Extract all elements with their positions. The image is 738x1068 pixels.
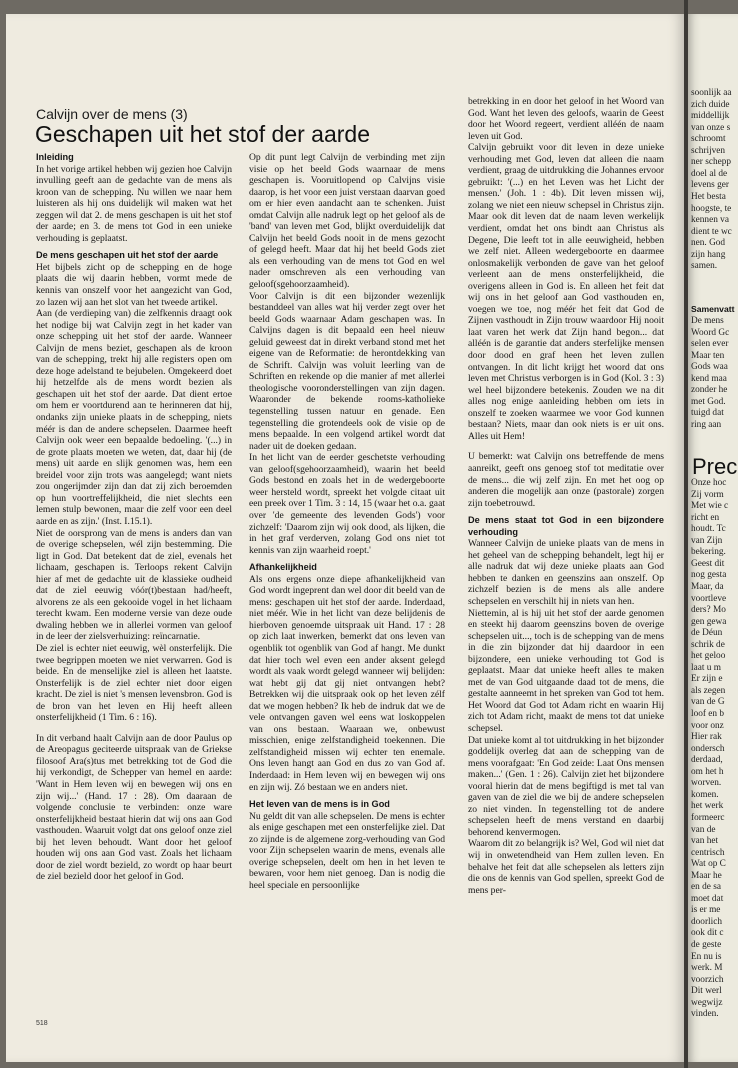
right-page-line: om het h — [691, 766, 724, 777]
paragraph: Voor Calvijn is dit een bijzonder wezenlijk bestanddeel van alles wat hij verder zegt over het beeld Gods waarnaar Adam geschapen was. In Calvijns dagen is dit bepaald een heel nieuw geluid geweest dat in direkt verband stond met het eigene van de Reformatie: de herontdekking van de Schrift. Calvijn was voluit leerling van de Schriften en rekende op die manier af met allerlei theologische vooronderstellingen van zijn dagen. Waaronder de bekende rooms-katholieke tegenstelling tussen natuur en genade. Een tegenstelling die grotendeels ook de visie op de mens bepaalde. In een volgend artikel wordt dat nader uit de doeken gedaan. — [249, 290, 445, 452]
paragraph: Niettemin, al is hij uit het stof der aarde genomen en steekt hij daarom geenszins boven de overige schepselen uit..., toch is de schepping van de mens in die zin bijzonder dat hij daardoor in een bijzondere, een unieke verhouding tot God is geplaatst. Maar dat unieke heeft alles te maken met de van God uitgaande daad tot de mens, die gestalte aanneemt in het spreken van God tot hem. Het Woord dat God tot Adam richt en waarin Hij zich tot Adam richt, maakt de mens tot dat unieke schepsel. — [468, 607, 664, 734]
right-page-line: Geest dit — [691, 558, 725, 569]
paragraph: Wanneer Calvijn de unieke plaats van de mens in het geheel van de schepping behandelt, legt hij er alle nadruk dat wij deze unieke plaats aan God hebben te danken en geenszins aan onszelf. Op zichzelf bezien is de mens als alle andere schepselen en verschilt hij in niets van hen. — [468, 538, 664, 607]
paragraph: In dit verband haalt Calvijn aan de door Paulus op de Areopagus geciteerde uitspraak van de Griekse filosoof Ara(s)tus met betrekking tot de God die hij verkondigt, de Schepper van hemel en aarde: 'Want in Hem leven wij en bewegen wij ons en zijn wij...' (Hand. 17 : 28). Om daaraan de volgende conclusie te verbinden: onze ware onsterfelijkheid bestaat hierin dat wij ons aan God vasthouden. Waaruit volgt dat ons geloof onze ziel bij het leven behoudt. Want door het geloof houden wij ons aan God vast. Zoals het lichaam door de ziel wordt bezield, zo wordt op haar beurt de ziel bezield door het geloof in God. — [36, 732, 232, 883]
paragraph: De ziel is echter niet eeuwig, wèl onsterfelijk. Die twee begrippen moeten we niet verwarren. God is beide. En de menselijke ziel is alleen het laatste. Onsterfelijk is de ziel echter niet door eigen kracht. De ziel is niet 's mensen levensbron. God is de bron van het leven en Hij heeft alleen onsterfelijkheid (1 Tim. 6 : 16). — [36, 642, 232, 724]
paragraph-gap — [36, 724, 232, 733]
right-page-line: doorlich — [691, 916, 722, 927]
right-page-line: Dit werl — [691, 986, 722, 997]
right-page-line: kend maa — [691, 373, 727, 384]
page-number: 518 — [36, 1020, 48, 1027]
section-heading: Afhankelijkheid — [249, 562, 317, 573]
right-page-line: van Zijn — [691, 535, 723, 546]
right-page-line: hoogste, te — [691, 203, 732, 214]
paragraph: Niet de oorsprong van de mens is anders dan van de overige schepselen, wél zijn bestemming. Die ligt in God. Dat betekent dat de ziel, evenals het lichaam, geschapen is. Terloops rekent Calvijn hier af met de gedachte uit de klassieke oudheid dat de ziel eeuwig vóór(t)bestaan had/heeft, alvorens ze als een gekooide vogel in het lichaam terecht kwam. Een moderne versie van deze oude dwaling hebben we in allerlei vormen van geloof in de leer der zielsverhuizing: reïncarnatie. — [36, 527, 232, 643]
paragraph: U bemerkt: wat Calvijn ons betreffende de mens aanreikt, geeft ons genoeg stof tot meditatie over de mens... die wij zelf zijn. En met het oog op anderen die mogelijk aan onze (pastorale) zorgen zijn toebetrouwd. — [468, 451, 664, 509]
right-page-line: Zij vorm — [691, 489, 724, 500]
right-page-line: richt en — [691, 512, 720, 523]
right-page-line: voorzich — [691, 974, 724, 985]
right-page-line: ner schepp — [691, 157, 732, 168]
right-page-line: schrijven — [691, 145, 726, 156]
right-page-line: zich duide — [691, 99, 730, 110]
right-page-line: En nu is — [691, 951, 722, 962]
right-page-line: werk. M — [691, 963, 723, 974]
right-page-line: van de — [691, 824, 716, 835]
right-page-line: het werk — [691, 801, 724, 812]
right-page-line: schrik de — [691, 639, 725, 650]
text-column-2 — [249, 152, 445, 891]
right-page-line: Maar he — [691, 870, 722, 881]
paragraph: betrekking in en door het geloof in het Woord van God. Want het leven des geloofs, waarin de Geest door het Woord regeert, verdient alléén de naam leven uit God. — [468, 96, 664, 142]
right-page-line: tuigd dat — [691, 408, 724, 419]
right-page-line: is er me — [691, 905, 721, 916]
paragraph: Calvijn gebruikt voor dit leven in deze unieke verhouding met God, leven dat alleen die naam verdient, graag de uitdrukking die Johannes ervoor gebruikt: '(...) en het Leven was het Licht der mensen.' (Joh. 1 : 4b). Dit leven missen wij, zolang we niet een nieuw schepsel in Christus zijn. Maar ook dit leven dat de naam leven werkelijk verdient, omdat het ons bindt aan Christus als Degene, Die leeft tot in alle eeuwigheid, hebben we zelf niet. Alleen wedergeboorte en daarmee onlosmakelijk verbonden de gave van het geloof verleent aan de mens onsterfelijkheid, die overigens alleen in God is. En alleen het feit dat wij ons in het geloof aan God vasthouden en, voegen we toe, nog méér het feit dat God de Zijnen vasthoudt in Zijn trouw waardoor Hij nooit laat varen het werk dat Zijn hand begon... dat alléén is de garantie dat anders sterfelijke mensen door dood en graf heen het leven zullen ontvangen. In dit licht krijgt het woord dat ons leven met Christus verborgen is in God (Kol. 3 : 3) wel heel bijzondere betekenis. Zouden we na dit alles nog enige aanleiding hebben om iets in onszelf te zoeken waarmee we voor God kunnen bestaan? Niets, maar dan ook niets is er uit ons. Alles uit Hem! — [468, 142, 664, 442]
right-page-line: Woord Gc — [691, 327, 730, 338]
right-page-line: loof en b — [691, 709, 725, 719]
section-heading: Inleiding — [36, 152, 74, 162]
right-page-line: nog gesta — [691, 570, 727, 581]
right-page-line: met God. — [691, 396, 726, 407]
right-page-line: ring aan — [691, 419, 722, 430]
right-page-line: centrisch — [691, 847, 725, 858]
paragraph: In het vorige artikel hebben wij gezien hoe Calvijn invulling geeft aan de gedachte van de mens als kroon van de schepping. Nu willen we naar hem luisteren als hij ons duidelijk wil maken wat het zeggen wil dat 2. de mens geschapen is uit het stof der aarde; en 3. de mens tot God in een unieke verhouding is geplaatst. — [36, 163, 232, 244]
right-page-line: voor onz — [691, 720, 724, 731]
right-page-line: houdt. Tc — [691, 524, 726, 535]
right-page-line: Wat op C — [691, 859, 726, 870]
right-page-line: de Déun — [691, 628, 723, 639]
right-page-line: van onze s — [691, 122, 731, 133]
right-page-title-fragment: Prec — [692, 454, 738, 479]
right-page-line: kennen va — [691, 215, 729, 226]
right-page-heading-fragment: Samenvatt — [691, 304, 735, 314]
paragraph: Als ons ergens onze diepe afhankelijkheid van God wordt ingeprent dan wel door dit beeld van de mens: geschapen uit het stof der aarde. Inderdaad, niet méér. Wie in het licht van deze belijdenis de hierboven genoemde uitspraak uit Hand. 17 : 28 op zich laat inwerken, bemerkt dat ons leven van ogenblik tot ogenblik van God af hangt. Me dunkt dat hier toch wel even een ander aksent gelegd wordt als vaak wordt gelegd wanneer wij belijden: wat hebt gij dat gij niet ontvangen hebt? Betrekken wij die uitspraak ook op het leven zélf dat we mogen hebben? Ik heb de indruk dat we de vele ontvangen gaven wel eens wat loskoppelen van ons bestaan. Waaraan we, onbewust misschien, enige zelfstandigheid toekennen. Die zelfstandigheid missen wij echter ten enemale. Ons leven hangt aan God en dus zo van God af. Inderdaad: in Hem leven wij en bewegen wij ons en zijn wij. Zó bestaan we en anders niet. — [249, 573, 445, 793]
right-page-line: ondersch — [691, 743, 725, 754]
left-page — [6, 14, 684, 1062]
right-page-line: de geste — [691, 940, 722, 950]
right-page-line: bekering. — [691, 547, 726, 558]
paragraph: Op dit punt legt Calvijn de verbinding met zijn visie op het beeld Gods waarnaar de mens geschapen is. Vooruitlopend op Calvijns visie daarop, is het voor een juist verstaan daarvan goed om er hier even aandacht aan te schenken. Juist omdat Calvijn alle nadruk legt op het geloof als de 'band' van leven met God, blijkt overduidelijk dat Calvijn het beeld Gods nooit in de mens gezocht of gelegd heeft. Maar dat hij het beeld Gods ziet als een verhouding van de mens tot God en wel nader omschreven als een verhouding van geloof(sgehoorzaamheid). — [249, 152, 445, 291]
right-page-line: gen gewa — [691, 616, 727, 627]
right-page-line: middellijk — [691, 111, 730, 122]
right-page-line: Maar, da — [691, 581, 724, 592]
right-page-line: derdaad, — [691, 755, 723, 766]
text-column-1 — [36, 152, 232, 883]
right-page-edge — [688, 14, 738, 1062]
paragraph: Het bijbels zicht op de schepping en de hoge plaats die wij daarin hebben, vormt mede de kennis van onszelf voor het aangezicht van God, zo lazen wij aan het slot van het tweede artikel. — [36, 261, 232, 308]
paragraph: In het licht van de eerder geschetste verhouding van geloof(sgehoorzaamheid), waarin het beeld Gods bestond en zoals het in de wedergeboorte weer hersteld wordt, spreekt het volgde citaat uit een preek over 1 Tim. 3 : 14, 15 (waar het o.a. gaat over 'de gemeente des levenden Gods') voor zichzelf: 'Daarom zijn wij ook dood, als lijken, die in het graf verderven, zolang God ons niet tot kennis van zijn waarheid roept.' — [249, 452, 445, 556]
right-page-line: Gods waa — [691, 362, 728, 373]
right-page-line: soonlijk aa — [691, 88, 732, 98]
right-page-line: ook dit c — [691, 928, 724, 939]
paragraph: Waarom dit zo belangrijk is? Wel, God wil niet dat wij in onwetendheid van Hem zullen leven. En behalve het feit dat alle schepselen als letters zijn die ons de kennis van God spellen, spreekt God de mens per- — [468, 838, 664, 896]
right-page-line: De mens — [691, 316, 724, 326]
right-page-line: Het besta — [691, 191, 726, 202]
right-page-line: worven. — [691, 778, 722, 789]
paragraph: Nu geldt dit van alle schepselen. De mens is echter als enige geschapen met een onsterfelijke ziel. Dat zo zijnde is de algemene zorg-verhouding van God voor Zijn schepselen waarin de mens, evenals alle overige schepselen, deelt om hen in het leven te bewaren, voor hem niet genoeg. Dan is nodig die heel speciale en persoonlijke — [249, 810, 445, 891]
right-page-line: als zegen — [691, 685, 726, 696]
right-page-line: doel al de — [691, 168, 728, 179]
right-page-line: Onze hoc — [691, 478, 727, 488]
right-page-line: samen. — [691, 261, 718, 272]
paragraph-gap — [468, 442, 664, 451]
right-page-line: het geloo — [691, 651, 726, 662]
right-page-line: levens ger — [691, 180, 729, 191]
section-heading: De mens staat tot God in een bijzondere verhouding — [468, 515, 664, 537]
section-heading: Het leven van de mens is in God — [249, 799, 390, 810]
right-page-line: van het — [691, 836, 719, 847]
right-page-line: Met wie c — [691, 501, 729, 512]
right-page-line: zonder he — [691, 385, 728, 396]
right-page-line: formeerc — [691, 812, 725, 823]
right-page-line: selen ever — [691, 339, 729, 350]
section-heading: De mens geschapen uit het stof der aarde — [36, 250, 219, 261]
right-page-line: dient te wc — [691, 226, 732, 237]
right-page-line: Maar ten — [691, 350, 725, 361]
right-page-line: schroomt — [691, 134, 726, 145]
right-page-line: wegwijz — [691, 997, 723, 1008]
right-page-line: Hier rak — [691, 732, 722, 743]
right-page-line: ders? Mo — [691, 605, 726, 616]
article-series-label: Calvijn over de mens (3) — [36, 106, 188, 122]
text-column-3 — [468, 96, 664, 896]
paragraph: Dat unieke komt al tot uitdrukking in het bijzonder goddelijk overleg dat aan de schepping van de mens voorafgaat: 'En God zeide: Laat Ons mensen maken...' (Gen. 1 : 26). Calvijn ziet het bijzondere vooral hierin dat de mens begiftigd is met tal van gaven van de ziel die we bij de andere schepselen zo niet vinden. In tegenstelling tot de andere schepselen heeft de mens verstand en daarbij behorend kenvermogen. — [468, 734, 664, 838]
paragraph: Aan (de verdieping van) die zelfkennis draagt ook het nodige bij wat Calvijn zegt in het kader van onze schepping uit het stof der aarde. Wanneer Calvijn de mens beziet, geschapen als de kroon van de schepping, trekt hij alle registers open om deze hoge adelstand te bejubelen. Omgekeerd doet hij hetzelfde als de mens wordt bezien als geschapen uit het stof der aarde. Dat dient ertoe om hem er voortdurend aan te herinneren dat hij, ondanks zijn unieke plaats in de schepping, niets méér is dan de andere schepselen. Daarmee heeft Calvijn ook weer een bepaalde bedoeling. '(...) in de grote plaats moeten we weten, dat, daar hij (de mens) uit aarde en slijk genomen was, hem een breidel voor zijn trots was aangelegd; want niets zou ongerijmder zijn dan dat zij zich beroemden op hun voortreffelijkheid, die niet slechts een lemen stulp bewonen, maar die zelf voor een deel aarde en as zijn.' (Inst. I.15.1). — [36, 308, 232, 527]
right-page-line: Er zijn e — [691, 674, 723, 685]
right-page-line: voortleve — [691, 593, 727, 604]
right-page-line: laat u m — [691, 662, 721, 673]
right-page-line: moet dat — [691, 893, 724, 904]
article-title: Geschapen uit het stof der aarde — [35, 121, 370, 147]
right-page-line: nen. God — [691, 238, 726, 249]
right-page-line: zijn hang — [691, 249, 726, 260]
right-page-line: van de G — [691, 697, 725, 708]
right-page-line: komen. — [691, 789, 719, 800]
right-page-line: vinden. — [691, 1009, 719, 1020]
right-page-line: en de sa — [691, 882, 721, 893]
